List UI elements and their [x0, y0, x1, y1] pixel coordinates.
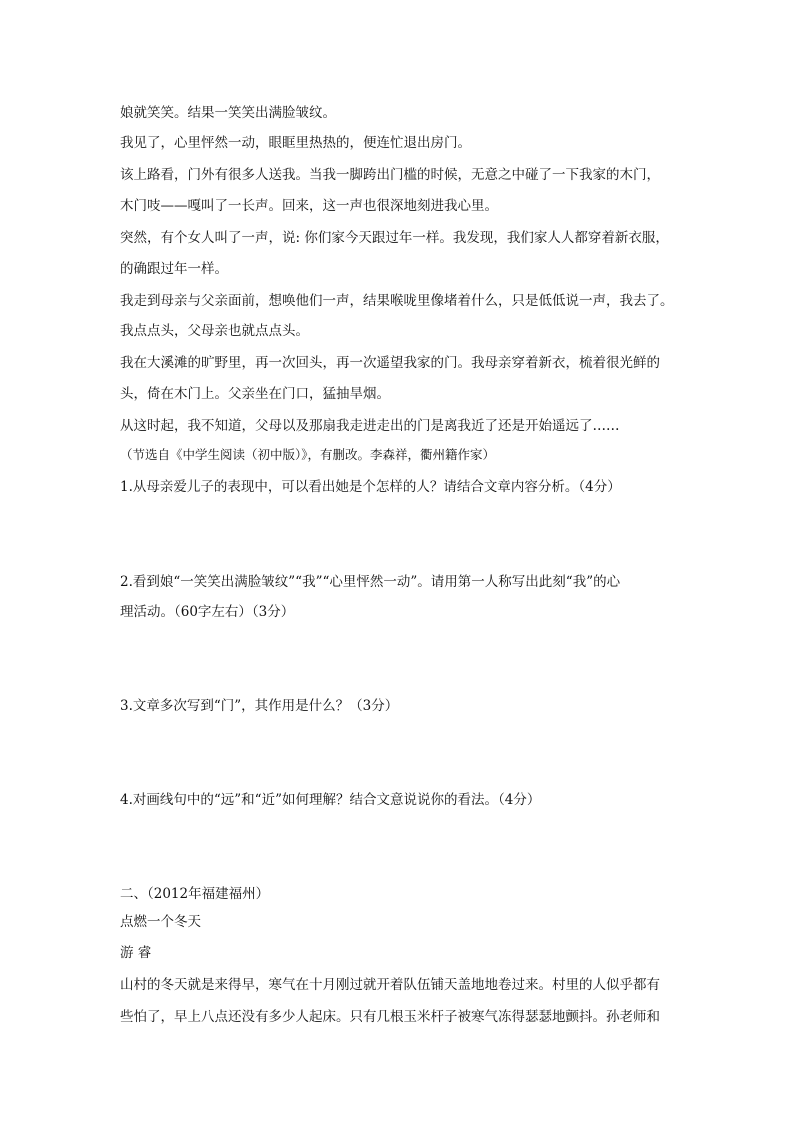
passage-line-6: 的确跟过年一样。: [120, 261, 228, 277]
passage-line-5: 突然，有个女人叫了一声，说: 你们家今天跟过年一样。我发现，我们家人人都穿着新衣服，: [120, 230, 669, 246]
passage-source: （节选自《中学生阅读（初中版）》，有删改。李森祥，衢州籍作家）: [120, 447, 496, 462]
section-2-line-1: 山村的冬天就是来得早，寒气在十月刚过就开着队伍铺天盖地地卷过来。村里的人似乎都有: [120, 977, 660, 993]
passage-line-10: 头，倚在木门上。父亲坐在门口，猛抽旱烟。: [120, 386, 390, 402]
passage-line-11: 从这时起，我不知道，父母以及那扇我走进走出的门是离我近了还是开始遥远了……: [120, 418, 620, 434]
question-2-line-1: 2.看到娘“一笑笑出满脸皱纹”“我”“心里怦然一动”。请用第一人称写出此刻“我”的心: [120, 574, 621, 590]
section-2-author: 游 睿: [120, 945, 152, 961]
passage-line-4: 木门吱——嘎叫了一长声。回来，这一声也很深地刻进我心里。: [120, 198, 498, 214]
passage-line-3: 该上路看，门外有很多人送我。当我一脚跨出门槛的时候，无意之中碰了一下我家的木门，: [120, 167, 660, 183]
question-1: 1.从母亲爱儿子的表现中，可以看出她是个怎样的人？请结合文章内容分析。（4分）: [120, 479, 621, 495]
question-4: 4.对画线句中的“远”和“近”如何理解？结合文意说说你的看法。（4分）: [120, 792, 541, 808]
passage-line-2: 我见了，心里怦然一动，眼眶里热热的，便连忙退出房门。: [120, 135, 471, 151]
passage-line-7: 我走到母亲与父亲面前，想唤他们一声，结果喉咙里像堵着什么，只是低低说一声，我去了。: [120, 293, 674, 309]
section-2-header: 二、（2012年福建福州）: [120, 886, 270, 902]
passage-line-1: 娘就笑笑。结果一笑笑出满脸皱纹。: [120, 105, 336, 121]
question-2-line-2: 理活动。（60字左右）（3分）: [120, 604, 295, 620]
passage-line-9: 我在大溪滩的旷野里，再一次回头，再一次遥望我家的门。我母亲穿着新衣，梳着很光鲜的: [120, 355, 660, 371]
section-2-line-2: 些怕了，早上八点还没有多少人起床。只有几根玉米杆子被寒气冻得瑟瑟地颤抖。孙老师和: [120, 1009, 660, 1025]
passage-line-8: 我点点头，父母亲也就点点头。: [120, 323, 309, 339]
section-2-title: 点燃一个冬天: [120, 914, 201, 930]
question-3: 3.文章多次写到“门”，其作用是什么？（3分）: [120, 698, 399, 714]
